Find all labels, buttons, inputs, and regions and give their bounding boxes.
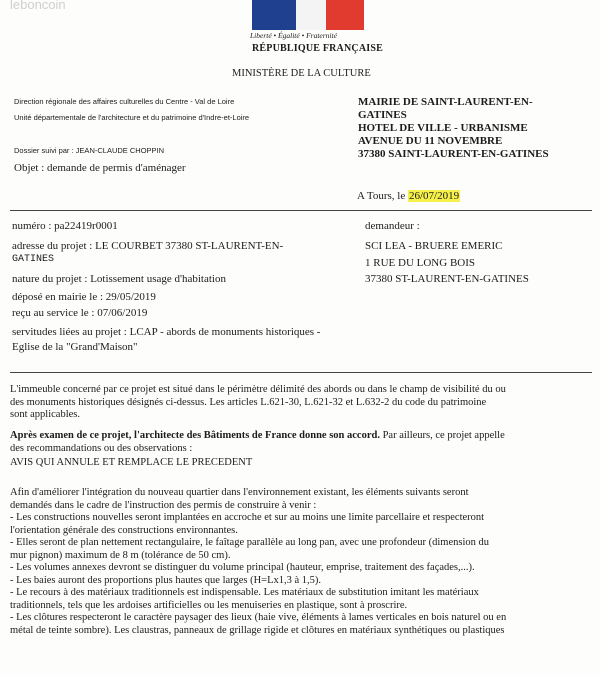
paragraph-line: des monuments historiques désignés ci-dessus. Les articles L.621-30, L.621-32 et L.632-2 du code du patrimoine <box>10 396 487 408</box>
marianne-logo <box>252 0 364 30</box>
recipient-address <box>358 96 549 161</box>
project-address-1 <box>12 240 283 252</box>
watermark: leboncoin <box>10 0 66 12</box>
paragraph-line: - Les volumes annexes devront se distinguer du volume principal (hauteur, emprise, traitement des façades,...). <box>10 562 475 573</box>
paragraph-line: demandés dans le cadre de l'instruction des permis de construire à venir : <box>10 499 317 511</box>
paragraph-line: L'immeuble concerné par ce projet est situé dans le périmètre délimité des abords ou dans le champ de visibilité du ou <box>10 384 506 395</box>
demandeur-name: SCI LEA - BRUERE EMERIC <box>365 240 503 252</box>
project-servitudes-1: servitudes liées au projet : LCAP - abords de monuments historiques - <box>12 326 321 338</box>
paragraph-line: l'orientation générale des constructions environnantes. <box>10 524 238 536</box>
project-address-2: GATINES <box>12 254 55 265</box>
recipient-line-3: HOTEL DE VILLE - URBANISME <box>358 122 528 134</box>
paragraph-line: traditionnels, tels que les ardoises artificielles ou les menuiseries en plastique, sont à proscrire. <box>10 599 408 611</box>
project-deposited: déposé en mairie le : 29/05/2019 <box>12 291 156 303</box>
decision-line-1 <box>10 430 592 443</box>
date-prefix: A Tours, le <box>357 190 408 202</box>
divider-top <box>10 210 592 211</box>
paragraph-line: - Elles seront de plan nettement rectangulaire, le faîtage parallèle au long pan, avec une profondeur (dimension du <box>10 537 490 548</box>
applicability-paragraph <box>10 384 592 422</box>
dossier-followed-by: Dossier suivi par : JEAN-CLAUDE CHOPPIN <box>14 146 165 155</box>
paragraph-line: des recommandations ou des observations : <box>10 442 193 454</box>
letter-date <box>357 190 460 202</box>
paragraph-line: sont applicables. <box>10 409 80 420</box>
paragraph-line: - Les baies auront des proportions plus hautes que larges (H=Lx1,3 à 1,5). <box>10 574 322 586</box>
paragraph-line: métal de teinte sombre). Les claustras, panneaux de grillage rigide et clôtures en matériaux synthétiques ou plastiques <box>10 624 505 636</box>
demandeur-street: 1 RUE DU LONG BOIS <box>365 257 475 269</box>
recipient-line-5: 37380 SAINT-LAURENT-EN-GATINES <box>358 148 549 160</box>
project-servitudes-2: Eglise de la "Grand'Maison" <box>12 341 138 353</box>
sender-line-1: Direction régionale des affaires culturelles du Centre - Val de Loire <box>14 97 235 106</box>
paragraph-line: - Les constructions nouvelles seront implantées en accroche et sur au moins une limite parcellaire et respecteront <box>10 512 485 523</box>
decision-bold: Après examen de ce projet, l'architecte des Bâtiments de France donne son accord. <box>10 430 380 441</box>
project-nature: nature du projet : Lotissement usage d'habitation <box>12 273 226 285</box>
ministry-name: MINISTÈRE DE LA CULTURE <box>232 68 371 79</box>
avis-annule-line: AVIS QUI ANNULE ET REMPLACE LE PRECEDENT <box>10 457 253 468</box>
project-number: numéro : pa22419r0001 <box>12 220 118 232</box>
decision-rest: Par ailleurs, ce projet appelle <box>379 430 505 441</box>
demandeur-city: 37380 ST-LAURENT-EN-GATINES <box>365 273 529 285</box>
project-received: reçu au service le : 07/06/2019 <box>12 307 148 319</box>
paragraph-line: Afin d'améliorer l'intégration du nouveau quartier dans l'environnement existant, les éléments suivants seront <box>10 487 469 498</box>
divider-bottom <box>10 372 592 373</box>
paragraph-line: mur pignon) maximum de 8 m (tolérance de 50 cm). <box>10 549 231 561</box>
sender-line-2: Unité départementale de l'architecture et du patrimoine d'Indre-et-Loire <box>14 113 250 122</box>
republic-name: RÉPUBLIQUE FRANÇAISE <box>252 43 383 54</box>
date-value: 26/07/2019 <box>408 190 460 202</box>
demandeur-label: demandeur : <box>365 220 420 232</box>
republic-motto: Liberté • Égalité • Fraternité <box>250 31 337 40</box>
paragraph-line: - Les clôtures respecteront le caractère paysager des lieux (haie vive, éléments à lames verticales en bois naturel ou en <box>10 612 507 623</box>
recipient-line-2: GATINES <box>358 109 407 121</box>
project-address-text: adresse du projet : LE COURBET 37380 ST-LAURENT-EN- <box>12 240 284 252</box>
decision-paragraph <box>10 430 592 470</box>
recipient-line-1: MAIRIE DE SAINT-LAURENT-EN- <box>358 96 533 108</box>
recipient-line-4: AVENUE DU 11 NOVEMBRE <box>358 135 503 147</box>
letter-object: Objet : demande de permis d'aménager <box>14 162 186 174</box>
paragraph-line: - Le recours à des matériaux traditionnels est indispensable. Les matériaux de substitution imitant les matériaux <box>10 587 479 598</box>
recommendations-paragraph <box>10 487 592 637</box>
